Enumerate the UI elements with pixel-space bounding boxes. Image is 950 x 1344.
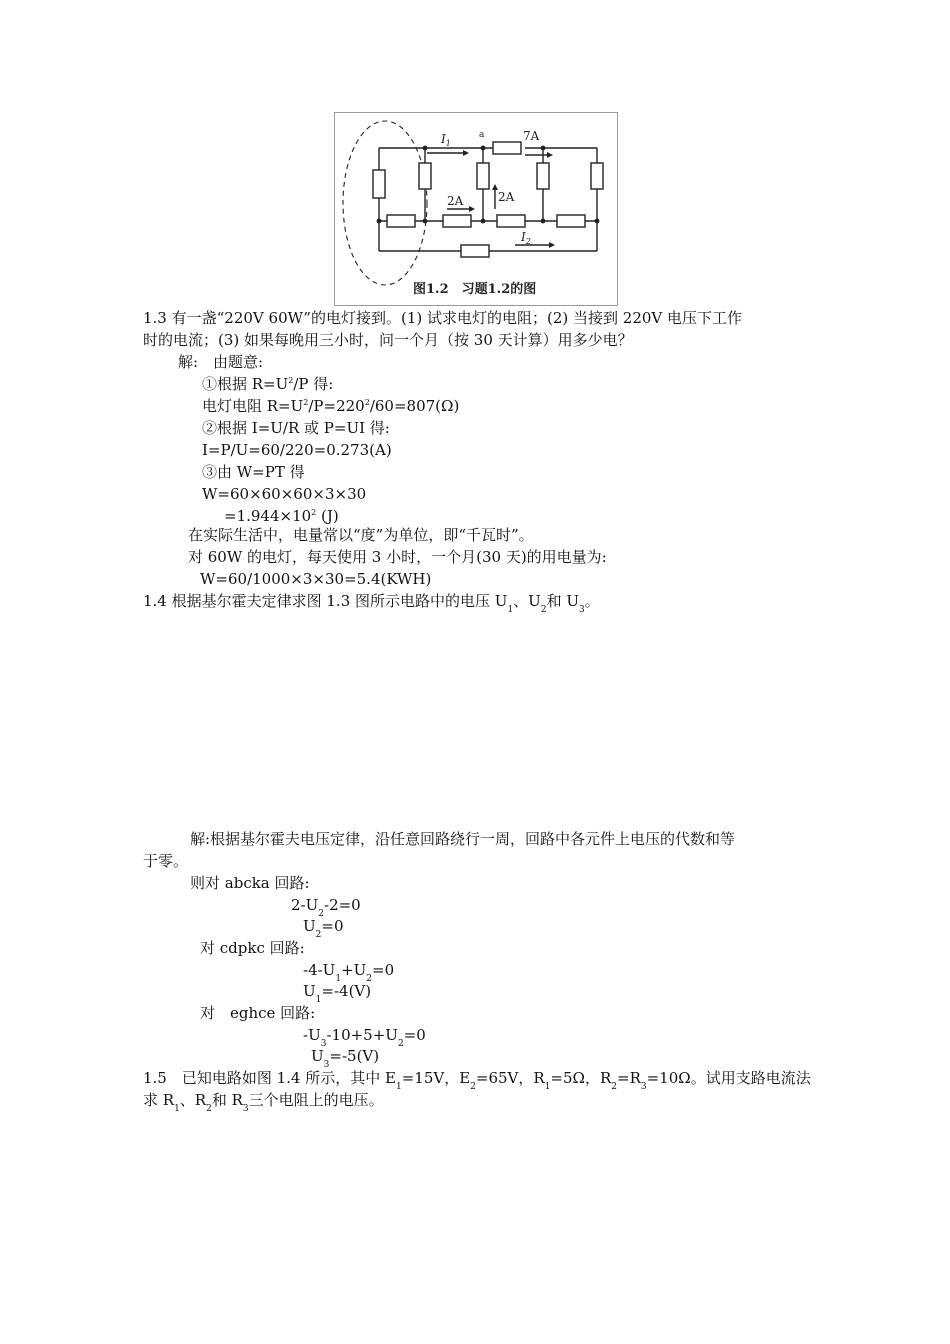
resistor-mid-2 [443, 215, 471, 227]
label-7a: 7A [523, 129, 540, 143]
unit-note: 在实际生活中，电量常以“度”为单位，即“千瓦时”。 [188, 526, 534, 544]
resistor-bottom [461, 245, 489, 257]
eq-cdpkc-2: $U_1=-4(V)$ [303, 982, 372, 1005]
question-1-3-line1: 1.3 有一盏“220V 60W”的电灯接到。(1) 试求电灯的电阻；(2) 当接到 220V 电压下工作 [143, 309, 743, 327]
dashed-loop [343, 121, 427, 285]
loop-cdpkc: 对 cdpkc 回路: [200, 939, 305, 957]
question-1-4: 1.4 根据基尔霍夫定律求图 1.3 图所示电路中的电压 $U_1$、$U_2$和 $U_3$。 [143, 592, 600, 615]
arrow-7a [547, 152, 553, 158]
resistor-top [493, 142, 521, 154]
kvl-explanation-line2: 于零。 [143, 852, 189, 870]
resistor-v2 [419, 163, 431, 189]
question-1-5-line2: 求 $R_1$、$R_2$和 $R_3$三个电阻上的电压。 [143, 1091, 384, 1114]
eq-abcka-1: $2-U_2-2=0$ [291, 896, 361, 919]
arrow-i2 [549, 242, 555, 248]
question-1-3-line2: 时的电流；(3) 如果每晚用三小时，问一个月（按 30 天计算）用多少电？ [143, 331, 633, 349]
question-1-5-line1: 1.5 已知电路如图 1.4 所示，其中 $E_1=15V$，$E_2=65V$，$R_1=5\Omega$，$R_2=R_3=10\Omega$。试用支路电流法 [143, 1069, 811, 1092]
eq-eghce-1: $-U_3-10+5+U_2=0$ [303, 1026, 426, 1049]
monthly-usage-note: 对 60W 的电灯，每天使用 3 小时，一个月(30 天)的用电量为: [188, 548, 607, 566]
figure-caption: 图1.2 习题1.2的图 [413, 282, 537, 297]
eq-eghce-2: $U_3=-5(V)$ [311, 1047, 380, 1070]
label-2a-up: 2A [498, 190, 515, 204]
energy-result: $=1.944\times 10^2$ (J) [224, 507, 339, 525]
resistor-v1 [373, 170, 385, 198]
resistor-mid-4 [557, 215, 585, 227]
solution-intro: 解: 由题意: [178, 353, 264, 371]
arrow-i1 [463, 150, 469, 156]
label-a: a [479, 130, 485, 140]
circuit-figure [334, 112, 618, 306]
step-2: ②根据 I=U/R 或 P=UI 得: [202, 419, 390, 437]
step-3: ③由 W=PT 得 [202, 463, 305, 481]
resistor-v5 [591, 163, 603, 189]
label-i1: $I_1$ [441, 132, 451, 148]
lamp-resistance: 电灯电阻 $R=U^2/P=220^2/60=807(\Omega)$ [202, 397, 460, 415]
resistor-mid-3 [497, 215, 525, 227]
resistor-v4 [537, 163, 549, 189]
current-result: I=P/U=60/220=0.273(A) [202, 441, 392, 459]
eq-cdpkc-1: $-4-U_1+U_2=0$ [303, 961, 395, 984]
circuit-diagram [335, 113, 617, 305]
resistor-mid-1 [387, 215, 415, 227]
arrow-2a-right [469, 206, 475, 212]
eq-abcka-2: $U_2=0$ [303, 917, 344, 940]
label-2a-left: 2A [447, 194, 464, 208]
loop-eghce: 对 eghce 回路: [200, 1004, 316, 1022]
kvl-explanation-line1: 解:根据基尔霍夫电压定律，沿任意回路绕行一周，回路中各元件上电压的代数和等 [190, 830, 736, 848]
loop-abcka: 则对 abcka 回路: [190, 874, 310, 892]
step-1: ①根据 $R=U^2/P$ 得: [202, 375, 334, 393]
monthly-usage-result: W=60/1000×3×30=5.4(KWH) [200, 570, 432, 588]
label-i2: $I_2$ [521, 230, 531, 246]
resistor-v3 [477, 163, 489, 189]
energy-formula: W=60×60×60×3×30 [202, 485, 367, 503]
